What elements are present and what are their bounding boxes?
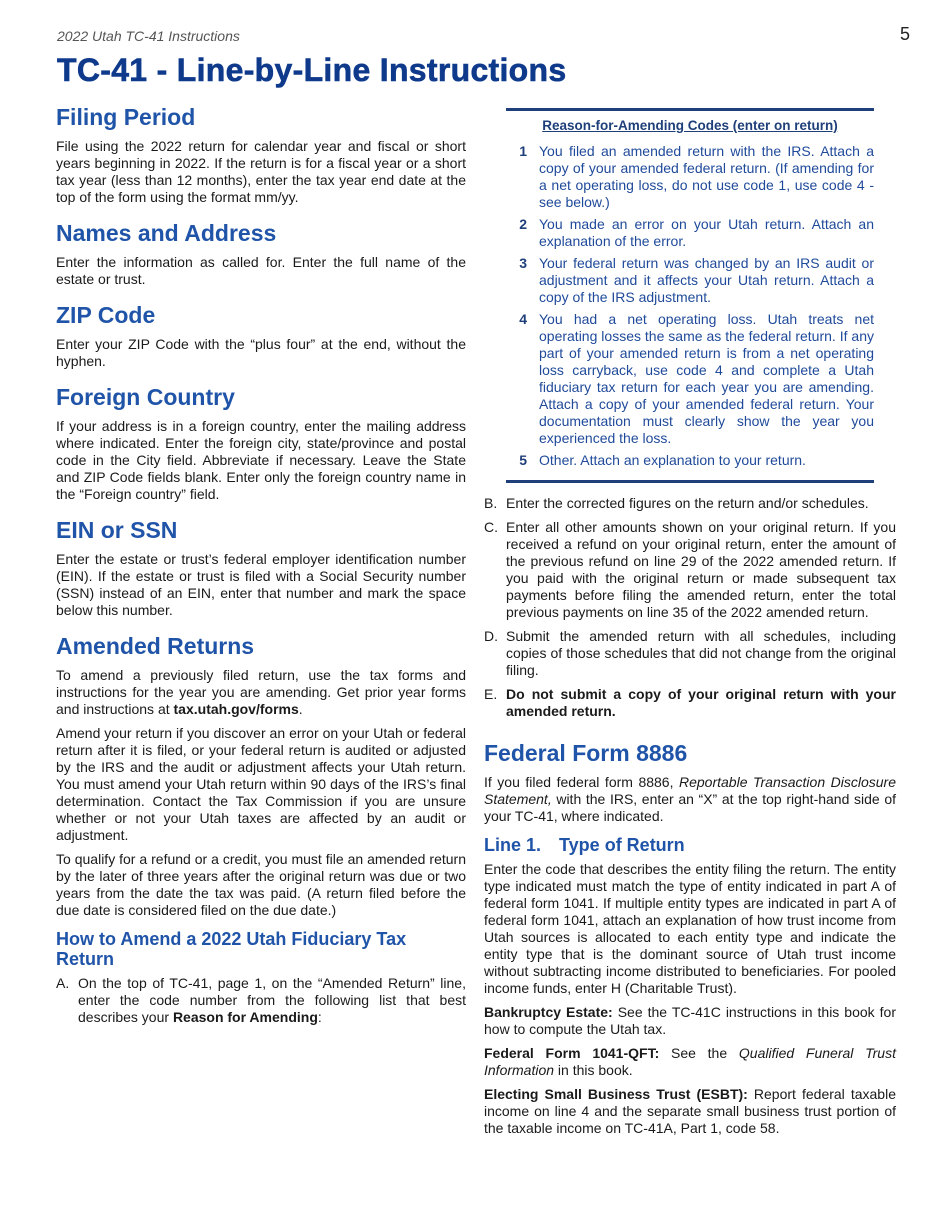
qft-text: [484, 1045, 896, 1079]
names-address-heading: Names and Address: [56, 220, 277, 246]
step-d: [484, 628, 896, 679]
step-a-text: [78, 975, 466, 1026]
reason-code-item: [506, 143, 874, 211]
qft-post: in this book.: [554, 1062, 633, 1078]
reason-code-number: 5: [519, 452, 527, 468]
reason-code-item: [506, 216, 874, 250]
line-1-text: Enter the code that describes the entity filing the return. The entity type indicated must match the type of entity indicated in part A of federal form 1041. If multiple entity types are indicated in part A of federal form 1041, attach an explanation of how trust income from Utah sources is allocated to each entity type and indicate the entity type that is the dominant source of Utah trust income without subtracting income distributed to beneficiaries. For pooled income funds, enter H (Charitable Trust).: [484, 861, 896, 996]
step-b: [484, 495, 896, 512]
zip-code-section: [56, 302, 466, 370]
right-column: [484, 108, 896, 1144]
amended-paragraph-3: To qualify for a refund or a credit, you must file an amended return by the later of three years after the original return was due or two years from the date the tax was paid. (A return filed before the due date is considered filed on the due date.): [56, 851, 466, 918]
form-8886-italic: Reportable Transaction Disclosure Statement,: [484, 774, 896, 807]
forms-link[interactable]: tax.utah.gov/forms: [173, 701, 299, 717]
bankruptcy-label: Bankruptcy Estate:: [484, 1004, 613, 1020]
reason-code-item: [506, 255, 874, 306]
form-8886-pre: If you filed federal form 8886,: [484, 774, 679, 790]
step-a-pre: On the top of TC-41, page 1, on the “Amended Return” line, enter the code number from the following list that best describes your: [78, 975, 466, 1025]
step-d-text: Submit the amended return with all schedules, including copies of those schedules that did not change from the original filing.: [506, 628, 896, 678]
reason-codes-title: Reason-for-Amending Codes (enter on return): [542, 118, 838, 133]
ein-ssn-text: Enter the estate or trust’s federal employer identification number (EIN). If the estate or trust is filed with a Social Security number (SSN) instead of an EIN, enter that number and mark the space below this number.: [56, 551, 466, 618]
line-1-heading: [484, 835, 896, 855]
how-to-amend-heading: How to Amend a 2022 Utah Fiduciary Tax Return: [56, 929, 407, 969]
step-c-text: Enter all other amounts shown on your original return. If you received a refund on your original return, enter the amount of the previous refund on line 29 of the 2022 amended return. If you paid with the original return or made subsequent tax payments before filing the amended return, enter the total previous payments on line 35 of the 2022 amended return.: [506, 519, 896, 620]
step-c-letter: C.: [484, 519, 498, 535]
reason-codes-box: [506, 108, 874, 483]
foreign-country-section: [56, 384, 466, 503]
amended-paragraph-2: Amend your return if you discover an error on your Utah or federal return after it is filed, or your federal return is audited or adjusted by the IRS and the audit or adjustment affects your Utah return. You must amend your Utah return within 90 days of the IRS’s final determination. Contact the Tax Commission if you are unsure whether or not your Utah taxes are affected by an audit or adjustment.: [56, 725, 466, 843]
reason-code-number: 1: [519, 143, 527, 159]
esbt-body: Report federal taxable income on line 4 and the separate small business trust portion of the taxable income on TC-41A, Part 1, code 58.: [484, 1086, 896, 1136]
step-e-letter: E.: [484, 686, 498, 702]
page-title: TC-41 - Line-by-Line Instructions: [57, 52, 567, 88]
reason-code-text: You filed an amended return with the IRS. Attach a copy of your amended federal return. (If amending for a net operating loss, do not use code 1, use code 4 - see below.): [539, 143, 874, 210]
names-address-section: [56, 220, 466, 288]
qft-pre: See the: [659, 1045, 739, 1061]
foreign-country-text: If your address is in a foreign country, enter the mailing address where indicated. Enter the foreign city, state/province and postal code in the City field. Abbreviate if necessary. Leave the State and ZIP Code fields blank. Enter only the foreign country name in the “Foreign country” field.: [56, 418, 466, 502]
esbt-label: Electing Small Business Trust (ESBT):: [484, 1086, 748, 1102]
amended-p1-text: To amend a previously filed return, use the tax forms and instructions for the year you are amending. Get prior year forms and instructions at: [56, 667, 466, 717]
reason-code-number: 2: [519, 216, 527, 232]
bankruptcy-body: See the TC-41C instructions in this book for how to compute the Utah tax.: [484, 1004, 896, 1037]
step-a-bold: Reason for Amending: [172, 1009, 318, 1025]
left-column: [56, 104, 466, 1033]
line-1-title: Type of Return: [559, 835, 685, 855]
filing-period-text: File using the 2022 return for calendar year and fiscal or short years beginning in 2022. If the return is for a fiscal year or a short tax year (less than 12 months), enter the tax year end date at the top of the form using the format mm/yy.: [56, 138, 466, 205]
step-b-letter: B.: [484, 495, 498, 511]
reason-code-item: [506, 311, 874, 447]
amended-returns-heading: Amended Returns: [56, 633, 255, 659]
filing-period-heading: Filing Period: [56, 104, 196, 130]
names-address-text: Enter the information as called for. Enter the full name of the estate or trust.: [56, 254, 466, 287]
filing-period-section: [56, 104, 466, 206]
ein-ssn-heading: EIN or SSN: [56, 517, 178, 543]
reason-code-item: [506, 452, 874, 469]
esbt-text: [484, 1086, 896, 1137]
form-8886-post: with the IRS, enter an “X” at the top right-hand side of your TC-41, where indicated.: [484, 791, 896, 824]
step-b-text: Enter the corrected figures on the return and/or schedules.: [506, 495, 869, 511]
running-head: 2022 Utah TC-41 Instructions: [57, 28, 240, 44]
bankruptcy-estate-text: [484, 1004, 896, 1038]
amended-p1-end: .: [298, 701, 303, 717]
reason-code-number: 4: [519, 311, 527, 327]
line-1-label: Line 1.: [484, 835, 542, 855]
reason-code-text: Your federal return was changed by an IRS audit or adjustment and it affects your Utah return. Attach a copy of the IRS adjustment.: [539, 255, 874, 305]
foreign-country-heading: Foreign Country: [56, 384, 235, 410]
reason-code-text: Other. Attach an explanation to your return.: [539, 452, 806, 468]
amended-paragraph-1: [56, 667, 466, 718]
qft-label: Federal Form 1041-QFT:: [484, 1045, 660, 1061]
step-a-letter: A.: [56, 975, 70, 991]
form-8886-heading: Federal Form 8886: [484, 740, 688, 766]
step-e-text: Do not submit a copy of your original return with your amended return.: [506, 686, 896, 719]
zip-code-heading: ZIP Code: [56, 302, 156, 328]
step-d-letter: D.: [484, 628, 498, 644]
ein-ssn-section: [56, 517, 466, 619]
qft-italic: Qualified Funeral Trust Information: [484, 1045, 896, 1078]
step-e: [484, 686, 896, 720]
step-a-post: :: [317, 1009, 322, 1025]
step-a: [56, 975, 466, 1026]
reason-code-text: You made an error on your Utah return. Attach an explanation of the error.: [539, 216, 874, 249]
zip-code-text: Enter your ZIP Code with the “plus four” at the end, without the hyphen.: [56, 336, 466, 369]
reason-code-text: You had a net operating loss. Utah treats net operating losses the same as the federal return. If any part of your amended return is from a net operating loss carryback, use code 4 and complete a Utah fiduciary tax return for each year you are amending. Attach a copy of your amended federal return. Your documentation must clearly show the year you experienced the loss.: [539, 311, 874, 446]
reason-code-number: 3: [519, 255, 527, 271]
page-number: 5: [900, 24, 911, 44]
form-8886-text: [484, 774, 896, 825]
step-c: [484, 519, 896, 621]
amended-returns-section: [56, 633, 466, 1026]
